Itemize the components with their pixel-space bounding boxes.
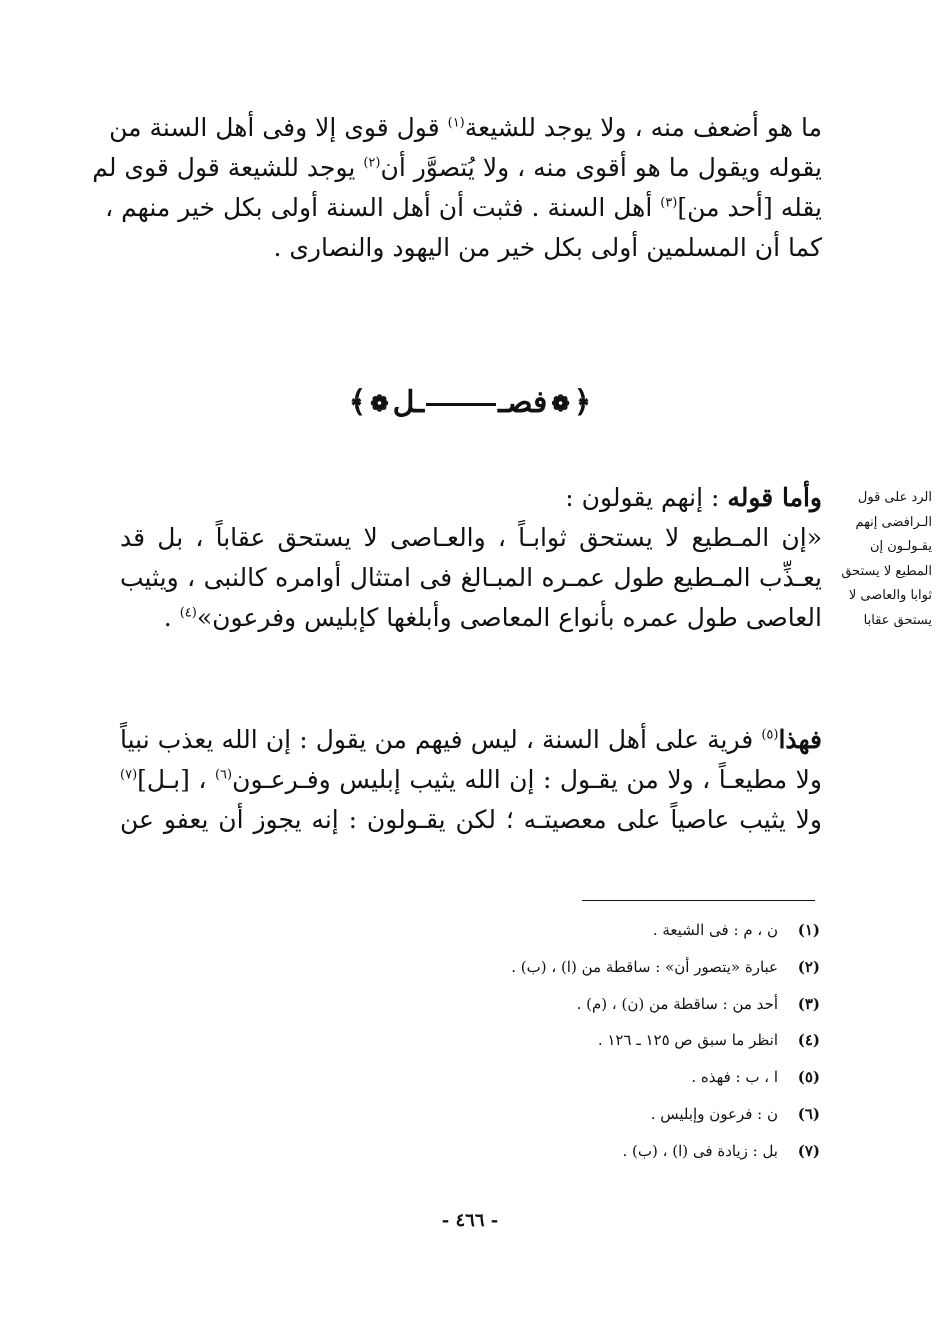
- footnote: [260, 949, 820, 986]
- footnote: [260, 1133, 820, 1170]
- page-number: - ٤٦٦ -: [441, 1210, 499, 1231]
- text-segment: فرية على أهل السنة ، ليس فيهم من يقول : إن الله يعذب نبياً: [120, 725, 762, 754]
- footnote-marker[interactable]: (٢): [363, 155, 381, 171]
- lead-word: فهذا: [778, 725, 822, 754]
- text-line: كما أن المسلمين أولى بكل خير من اليهود والنصارى .: [273, 233, 822, 262]
- margin-note-line: الرد على قول: [857, 490, 932, 505]
- footnote-number: (٣): [797, 994, 820, 1013]
- text-segment: ، [بـل]: [137, 765, 215, 794]
- heading-bracket-open: ﴿: [573, 385, 592, 420]
- footnote-number: (٦): [797, 1104, 820, 1123]
- footnotes-list: [260, 912, 820, 1170]
- margin-note-line: يستحق عقابا: [863, 612, 932, 628]
- heading-kashida-rule: [426, 403, 496, 406]
- footnote-text: ن ، م : فى الشيعة .: [652, 921, 778, 939]
- text-segment: أهل السنة . فثبت أن أهل السنة أولى بكل خير منهم ،: [105, 193, 661, 222]
- text-line: [109, 108, 822, 148]
- text-line: «إن المـطيع لا يستحق ثوابـاً ، والعـاصى لا يستحق عقاباً ، بل قد: [120, 523, 822, 552]
- text-line: [120, 720, 822, 760]
- text-segment: ولا مطيعـاً ، ولا من يقـول : إن الله يثيب إبليس وفـرعـون: [232, 765, 822, 794]
- footnote-text: عبارة «يتصور أن» : ساقطة من (ا) ، (ب) .: [511, 957, 778, 976]
- ornament-icon: ❁: [370, 391, 389, 417]
- text-line: [105, 188, 822, 228]
- ornament-icon: ❁: [551, 391, 570, 417]
- footnote-number: (٥): [797, 1068, 820, 1087]
- footnote-text: أحد من : ساقطة من (ن) ، (م) .: [576, 994, 778, 1013]
- footnote-marker[interactable]: (٧): [120, 767, 138, 783]
- margin-note-line: الـرافضى إنهم: [855, 514, 932, 530]
- text-line: يعـذِّب المـطيع طول عمـره المبـالغ فى امتثال أوامره كالنبى ، ويثيب: [120, 563, 822, 592]
- text-segment: ما هو أضعف منه ، ولا يوجد للشيعة: [464, 113, 822, 142]
- text-segment: يقوله ويقول ما هو أقوى منه ، ولا يُتصوَّر أن: [380, 153, 822, 182]
- footnote-marker[interactable]: (٥): [761, 727, 779, 743]
- text-line: [120, 598, 822, 638]
- heading-bracket-close: ﴾: [348, 385, 367, 420]
- footnote: [260, 1022, 820, 1059]
- footnote-marker[interactable]: (١): [447, 115, 465, 131]
- footnote-text: ا ، ب : فهذه .: [691, 1068, 778, 1087]
- margin-note-line: ثوابا والعاصى لا: [848, 588, 932, 603]
- footnote-number: (٧): [797, 1141, 820, 1160]
- text-segment: العاصى طول عمره بأنواع المعاصى وأبلغها كإبليس وفرعون»: [196, 603, 822, 632]
- footnote: [260, 912, 820, 949]
- footnote-number: (٤): [797, 1031, 820, 1050]
- margin-note-line: يقـولـون إن: [869, 539, 932, 554]
- footnote: [260, 1059, 820, 1096]
- footnote-text: انظر ما سبق ص ١٢٥ ـ ١٢٦ .: [597, 1031, 778, 1050]
- footnote-text: بل : زيادة فى (ا) ، (ب) .: [622, 1141, 778, 1160]
- heading-word-end: ـل: [392, 385, 425, 420]
- footnote-number: (١): [797, 921, 820, 939]
- margin-note-line: المطيع لا يستحق: [841, 563, 932, 579]
- lead-word: وأما قوله: [727, 483, 822, 512]
- heading-word-start: فصـ: [498, 385, 548, 420]
- footnote: [260, 986, 820, 1023]
- text-line: [120, 478, 822, 518]
- footnote: [260, 1096, 820, 1133]
- footnote-marker[interactable]: (٤): [179, 605, 197, 621]
- footnote-number: (٢): [797, 957, 820, 976]
- footnote-marker[interactable]: (٦): [214, 767, 233, 783]
- text-segment: قول قوى إلا وفى أهل السنة من: [109, 113, 448, 142]
- text-line: ولا يثيب عاصياً على معصيتـه ؛ لكن يقـولون : إنه يجوز أن يعفو عن: [120, 805, 822, 834]
- footnote-marker[interactable]: (٣): [660, 195, 678, 211]
- text-line: [120, 760, 822, 800]
- text-segment: .: [163, 603, 180, 632]
- footnote-text: ن : فرعون وإبليس .: [650, 1104, 778, 1123]
- text-line: [92, 148, 822, 188]
- claim-paragraph: [120, 478, 822, 638]
- footnote-divider: [582, 900, 815, 901]
- reply-paragraph: [120, 720, 822, 840]
- section-heading: [0, 378, 940, 429]
- text-segment: : إنهم يقولون :: [565, 483, 728, 512]
- text-segment: يوجد للشيعة قول قوى لم: [92, 153, 364, 182]
- intro-paragraph: [92, 108, 822, 268]
- margin-note: [840, 486, 932, 633]
- text-segment: يقله [أحد من]: [677, 193, 822, 222]
